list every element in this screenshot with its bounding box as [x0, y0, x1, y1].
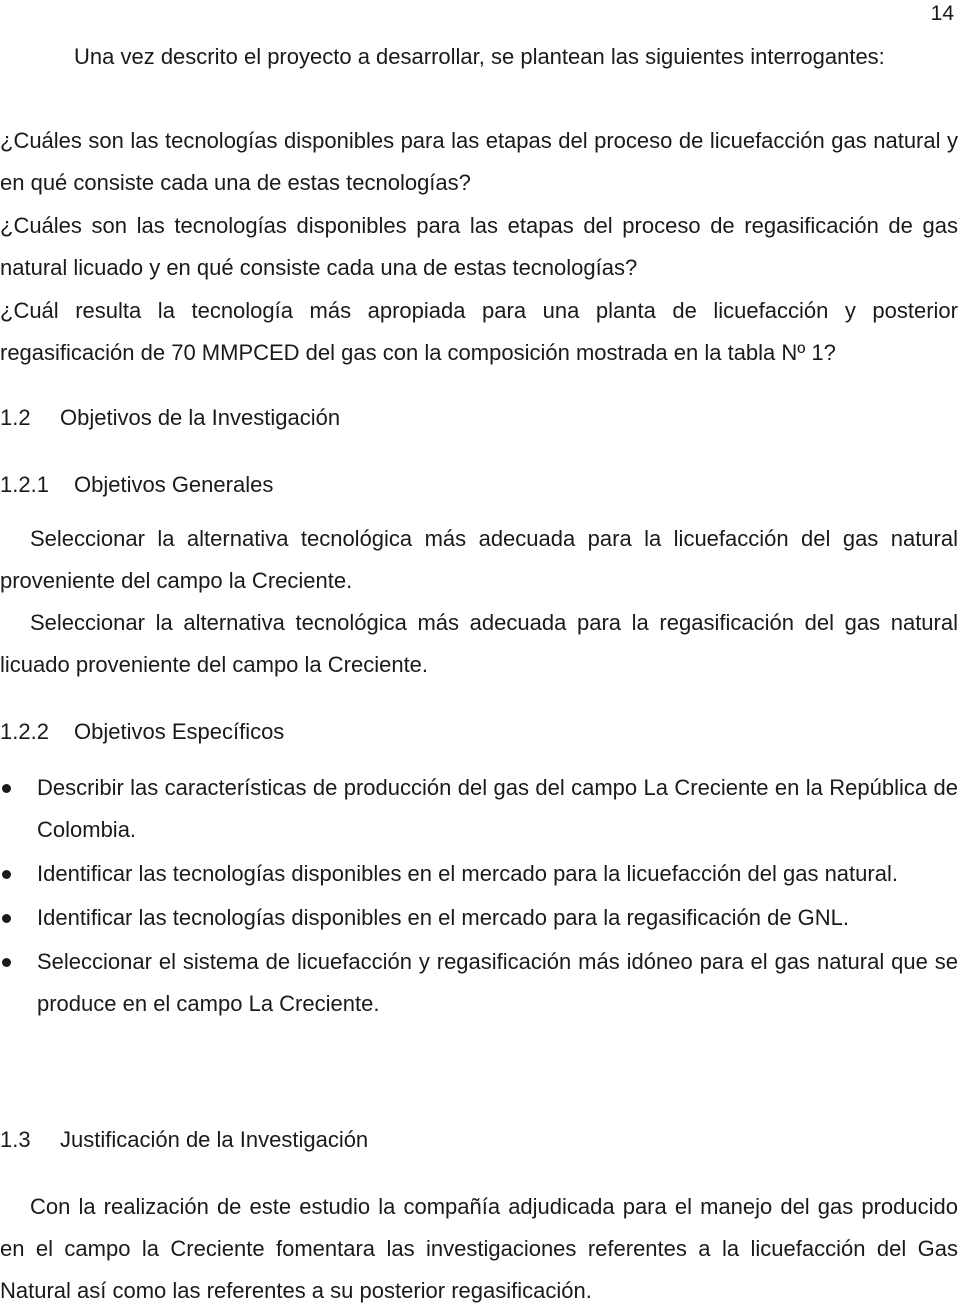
list-item-text: Identificar las tecnologías disponibles en el mercado para la regasificación de GNL. [37, 905, 850, 930]
general-objective-2: Seleccionar la alternativa tecnológica más adecuada para la regasificación del gas natural licuado proveniente del campo la Creciente. [0, 610, 958, 677]
question-2: ¿Cuáles son las tecnologías disponibles para las etapas del proceso de regasificación de gas natural licuado y en qué consiste cada una de estas tecnologías? [0, 213, 958, 280]
justification-paragraph: Con la realización de este estudio la compañía adjudicada para el manejo del gas producido en el campo la Creciente fomentara las investigaciones referentes a la licuefacción del Gas Natural así como las referentes a su posterior regasificación. [0, 1194, 958, 1303]
page-number: 14 [930, 2, 954, 25]
list-item-text: Identificar las tecnologías disponibles en el mercado para la licuefacción del gas natural. [37, 861, 898, 886]
section-number: 1.2.1 [0, 472, 49, 497]
section-number: 1.2.2 [0, 719, 49, 744]
bullet-icon [2, 784, 11, 793]
bullet-icon [2, 958, 11, 967]
intro-paragraph: Una vez descrito el proyecto a desarrollar, se plantean las siguientes interrogantes: [74, 44, 885, 69]
list-item [0, 767, 958, 851]
list-item [0, 941, 958, 1025]
section-heading-objectives [0, 403, 340, 433]
section-heading-justification [0, 1125, 368, 1155]
general-objective-1: Seleccionar la alternativa tecnológica más adecuada para la licuefacción del gas natural proveniente del campo la Creciente. [0, 526, 958, 593]
question-1: ¿Cuáles son las tecnologías disponibles para las etapas del proceso de licuefacción gas natural y en qué consiste cada una de estas tecnologías? [0, 128, 958, 195]
section-heading-general-objectives [0, 470, 273, 500]
question-3: ¿Cuál resulta la tecnología más apropiada para una planta de licuefacción y posterior regasificación de 70 MMPCED del gas con la composición mostrada en la tabla Nº 1? [0, 298, 958, 365]
section-heading-specific-objectives [0, 717, 284, 747]
bullet-icon [2, 870, 11, 879]
specific-objectives-list [0, 767, 958, 1025]
bullet-icon [2, 914, 11, 923]
section-number: 1.2 [0, 405, 31, 430]
list-item [0, 853, 958, 895]
section-number: 1.3 [0, 1127, 31, 1152]
list-item [0, 897, 958, 939]
section-title: Justificación de la Investigación [60, 1127, 369, 1152]
list-item-text: Seleccionar el sistema de licuefacción y regasificación más idóneo para el gas natural que se produce en el campo La Creciente. [37, 949, 958, 1016]
section-title: Objetivos Generales [74, 472, 274, 497]
list-item-text: Describir las características de producción del gas del campo La Creciente en la República de Colombia. [37, 775, 958, 842]
section-title: Objetivos Específicos [74, 719, 285, 744]
section-title: Objetivos de la Investigación [60, 405, 341, 430]
